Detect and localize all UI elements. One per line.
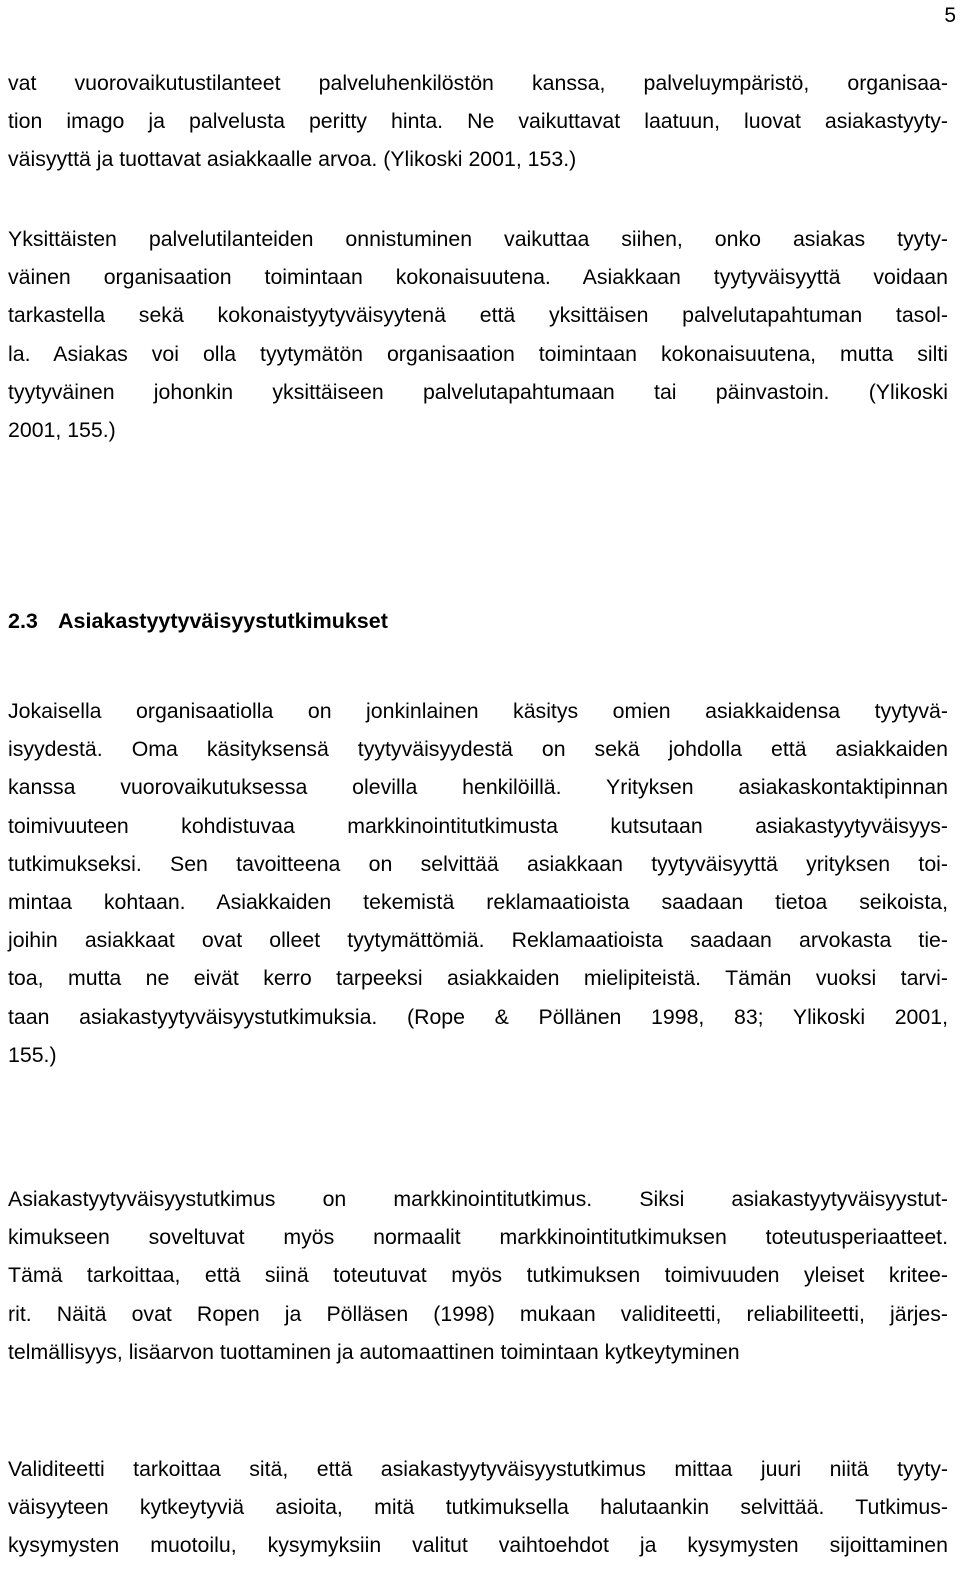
text-line: Validiteetti tarkoittaa sitä, että asiakastyytyväisyystutkimus mittaa juuri niitä tyyty- [8,1457,948,1481]
text-line: Jokaisella organisaatiolla on jonkinlainen käsitys omien asiakkaidensa tyytyvä- [8,699,948,723]
text-line: kimukseen soveltuvat myös normaalit markkinointitutkimuksen toteutusperiaatteet. [8,1225,948,1250]
text-line: Asiakastyytyväisyystutkimus on markkinointitutkimus. Siksi asiakastyytyväisyystut- [8,1187,948,1211]
paragraph-organisation-understanding [8,692,948,1074]
text-line: tutkimukseksi. Sen tavoitteena on selvittää asiakkaan tyytyväisyyttä yrityksen toi- [8,851,948,876]
paragraph-individual-situations [8,220,948,449]
text-line: 155.) [8,1042,57,1067]
text-line: telmällisyys, lisäarvon tuottaminen ja automaattinen toimintaan kytkeytyminen [8,1339,740,1364]
text-line: toa, mutta ne eivät kerro tarpeeksi asiakkaiden mielipiteistä. Tämän vuoksi tarvi- [8,966,948,991]
paragraph-validity [8,1450,948,1565]
text-line: vat vuorovaikutustilanteet palveluhenkilöstön kanssa, palveluympäristö, organisaa- [8,71,948,95]
text-line: la. Asiakas voi olla tyytymätön organisaation toimintaan kokonaisuutena, mutta silti [8,341,948,366]
text-line: väinen organisaation toimintaan kokonaisuutena. Asiakkaan tyytyväisyyttä voidaan [8,265,948,290]
text-line: Yksittäisten palvelutilanteiden onnistuminen vaikuttaa siihen, onko asiakas tyyty- [8,227,948,251]
text-line: väisyyteen kytkeytyviä asioita, mitä tutkimuksella halutaankin selvittää. Tutkimus- [8,1495,948,1520]
section-heading [8,602,388,640]
text-line: Tämä tarkoittaa, että siinä toteutuvat myös tutkimuksen toimivuuden yleiset kritee- [8,1263,948,1288]
text-line: joihin asiakkaat ovat olleet tyytymättömiä. Reklamaatioista saadaan arvokasta tie- [8,928,948,953]
paragraph-marketing-research [8,1180,948,1371]
text-line: 2001, 155.) [8,417,116,442]
text-line: mintaa kohtaan. Asiakkaiden tekemistä reklamaatioista saadaan tietoa seikoista, [8,889,948,914]
text-line: tyytyväinen johonkin yksittäiseen palvelutapahtumaan tai päinvastoin. (Ylikoski [8,379,948,404]
text-line: rit. Näitä ovat Ropen ja Pölläsen (1998) mukaan validiteetti, reliabiliteetti, järjes- [8,1301,948,1326]
section-number: 2.3 [8,609,38,633]
text-line: tion imago ja palvelusta peritty hinta. Ne vaikuttavat laatuun, luovat asiakastyyty- [8,109,948,134]
text-line: isyydestä. Oma käsityksensä tyytyväisyydestä on sekä johdolla että asiakkaiden [8,737,948,762]
section-title: Asiakastyytyväisyystutkimukset [58,609,388,633]
text-line: kanssa vuorovaikutuksessa olevilla henkilöillä. Yrityksen asiakaskontaktipinnan [8,775,948,800]
text-line: väisyyttä ja tuottavat asiakkaalle arvoa. (Ylikoski 2001, 153.) [8,147,577,172]
text-line: kysymysten muotoilu, kysymyksiin valitut vaihtoehdot ja kysymysten sijoittaminen [8,1533,948,1558]
paragraph-service-encounters [8,64,948,179]
page-number: 5 [944,4,956,27]
text-line: tarkastella sekä kokonaistyytyväisyytenä että yksittäisen palvelutapahtuman tasol- [8,303,948,328]
text-line: taan asiakastyytyväisyystutkimuksia. (Rope & Pöllänen 1998, 83; Ylikoski 2001, [8,1004,948,1029]
text-line: toimivuuteen kohdistuvaa markkinointitutkimusta kutsutaan asiakastyytyväisyys- [8,813,948,838]
